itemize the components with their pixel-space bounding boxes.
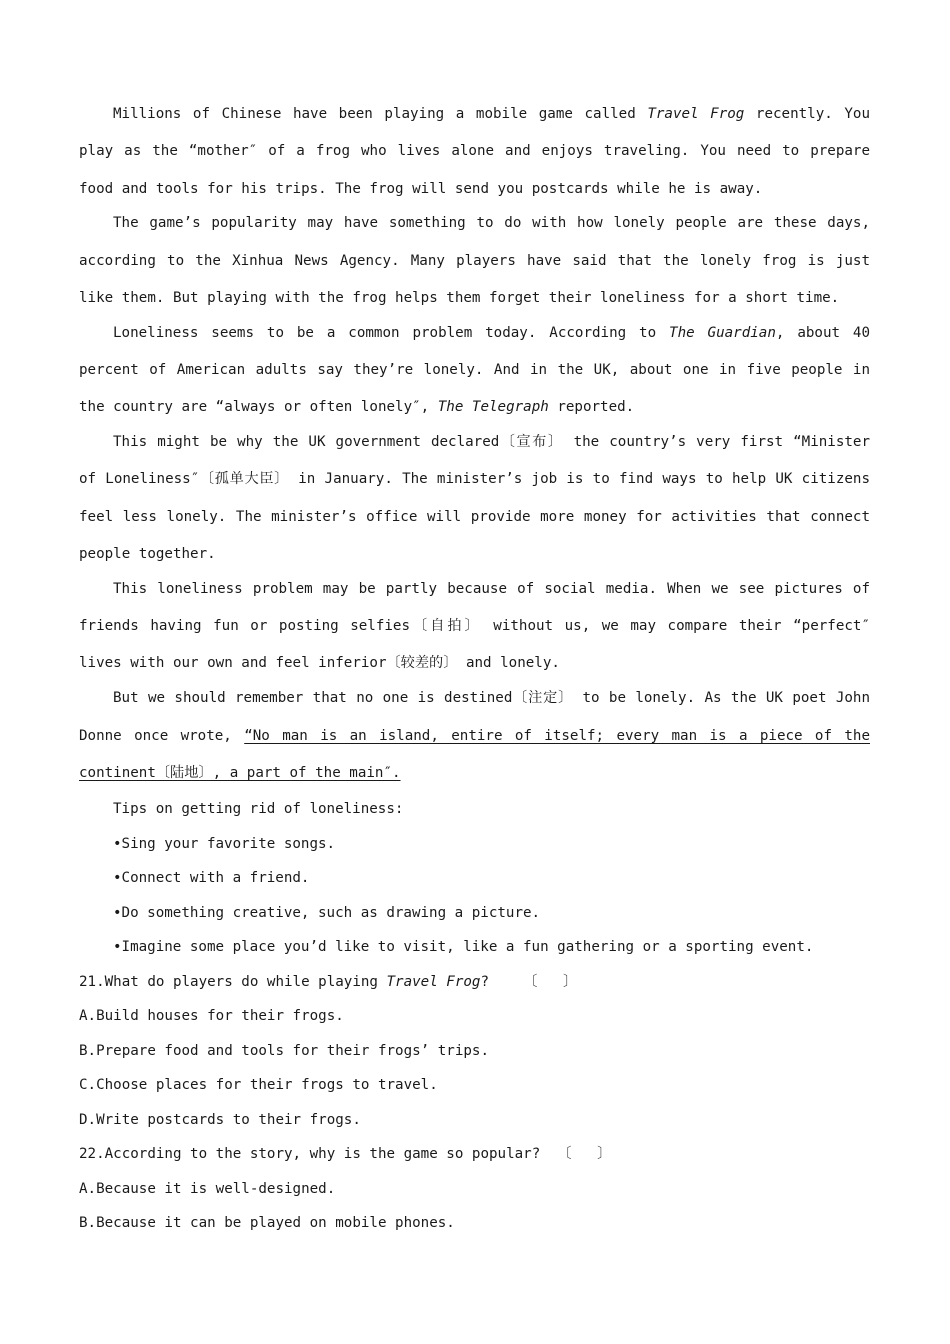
paragraph-3-text-a: Loneliness seems to be a common problem today. According to (113, 324, 670, 341)
tip-item: •Imagine some place you’d like to visit, like a fun gathering or a sporting event. (113, 939, 814, 956)
question-22-option-b: B.Because it can be played on mobile phones. (79, 1215, 455, 1232)
paragraph-4: This might be why the UK government declared〔宣布〕 the country’s very first “Minister of Loneliness″〔孤单大臣〕 in January. The minister’s job is to find ways to help UK citizens feel less lonely. The minister’s office will provide more money for activities that connect people together. (79, 434, 870, 563)
question-21-answer-blank: 〔 〕 (523, 973, 578, 990)
question-21-text-a: 21.What do players do while playing (79, 973, 387, 990)
question-22-answer-blank: 〔 〕 (557, 1146, 612, 1163)
paragraph-1-text-a: Millions of Chinese have been playing a mobile game called (113, 106, 648, 122)
question-21-option-d: D.Write postcards to their frogs. (79, 1111, 361, 1128)
tip-item: •Do something creative, such as drawing a picture. (113, 904, 541, 921)
answer-bracket-gap (540, 1146, 557, 1162)
paragraph-5: This loneliness problem may be partly because of social media. When we see pictures of friends having fun or posting selfies〔自拍〕 without us, we may compare their “perfect″ lives with our own and feel inferior〔较差的〕 and lonely. (79, 580, 870, 672)
question-21-game-title: Travel Frog (386, 973, 481, 990)
donne-quote: “No man is an island, entire of itself; every man is a piece of the continent〔陆地〕, a part of the main″. (79, 727, 870, 781)
guardian-title: The Guardian (669, 324, 776, 341)
paragraph-3 (79, 315, 870, 427)
answer-bracket (489, 974, 523, 990)
game-title: Travel Frog (647, 106, 745, 122)
document-content (79, 96, 870, 1241)
paragraph-2: The game’s popularity may have something to do with how lonely people are these days, according to the Xinhua News Agency. Many players have said that the lonely frog is just like them. But playing with the frog helps them forget their loneliness for a short time. (79, 215, 870, 306)
paragraph-1 (79, 96, 870, 208)
paragraph-3-text-c: reported. (548, 399, 635, 416)
question-21-stem (79, 965, 870, 1000)
telegraph-title: The Telegraph (437, 399, 549, 416)
paragraph-6 (79, 680, 870, 792)
paragraph-1-text-b: recently. You play as the “mother″ of a frog who lives alone and enjoys traveling. You need to prepare food and tools for his trips. The frog will send you postcards while he is away. (79, 106, 870, 197)
question-22-stem (79, 1137, 870, 1172)
paragraph-6-text: But we should remember that no one is destined〔注定〕 to be lonely. As the UK poet John Donne once wrote, (79, 690, 870, 744)
question-21-option-c: C.Choose places for their frogs to travel. (79, 1077, 438, 1094)
question-22-option-a: A.Because it is well-designed. (79, 1180, 336, 1197)
question-21-option-a: A.Build houses for their frogs. (79, 1008, 344, 1025)
question-22-text: 22.According to the story, why is the game so popular? (79, 1146, 541, 1163)
tip-item: •Sing your favorite songs. (113, 835, 336, 852)
question-21-option-b: B.Prepare food and tools for their frogs’ trips. (79, 1042, 489, 1059)
tip-item: •Connect with a friend. (113, 870, 310, 887)
paragraph-3-text-b: , about 40 percent of American adults say they’re lonely. And in the UK, about one in five people in the country are “always or often lonely″, (79, 324, 871, 416)
question-21-text-b: ? (480, 973, 490, 990)
tips-heading: Tips on getting rid of loneliness: (113, 801, 404, 818)
